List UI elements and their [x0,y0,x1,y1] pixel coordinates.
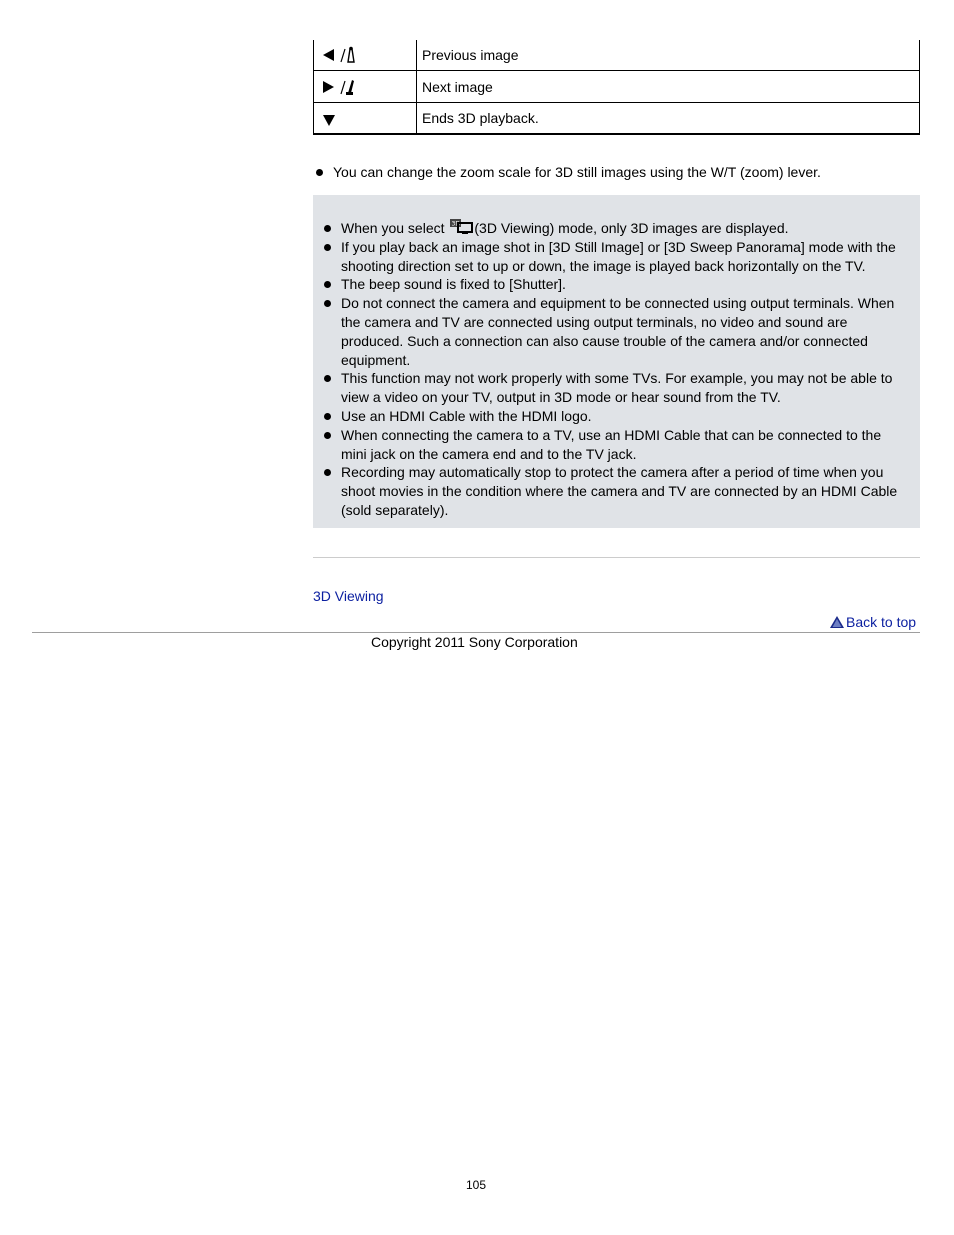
list-item [325,275,908,294]
bullet-icon [324,375,331,382]
operation-description: Ends 3D playback. [417,103,920,135]
caution-text: When you select [341,220,449,236]
caution-text: (3D Viewing) mode, only 3D images are displayed. [474,220,789,236]
bullet-icon [324,244,331,251]
copyright-text: Copyright 2011 Sony Corporation [371,634,578,650]
table-row [314,103,920,135]
footer-rule [32,632,920,633]
operation-icon-cell [314,103,417,135]
right-arrow-icon [323,81,334,93]
list-item [325,219,908,238]
playback-operations-table [313,40,920,135]
list-item [325,238,908,276]
back-to-top-link[interactable] [830,614,916,630]
bullet-icon [324,469,331,476]
caution-text: If you play back an image shot in [3D Still Image] or [3D Sweep Panorama] mode with the shooting direction set to up or down, the image is played back horizontally on the TV. [341,238,896,274]
zoom-note [313,163,920,181]
caution-box [313,195,920,528]
caution-text: Use an HDMI Cable with the HDMI logo. [341,407,592,424]
list-item [325,426,908,464]
caution-list [325,219,908,520]
section-divider [313,557,920,558]
3d-viewing-icon [450,219,474,235]
caution-text: Recording may automatically stop to protect the camera after a period of time when you shoot movies in the condition where the camera and TV are connected by an HDMI Cable (sold separately). [341,464,898,518]
list-item [325,369,908,407]
note-text: You can change the zoom scale for 3D still images using the W/T (zoom) lever. [333,164,821,180]
list-item [325,294,908,369]
operation-icon-cell [314,40,417,71]
zoom-lever-t-icon [340,78,356,96]
caution-text: This function may not work properly with some TVs. For example, you may not be able to view a video on your TV, output in 3D mode or hear sound from the TV. [341,370,893,406]
caution-text: The beep sound is fixed to [Shutter]. [341,276,566,293]
operation-icon-cell [314,71,417,103]
up-triangle-icon [830,616,844,628]
bullet-icon [324,432,331,439]
bullet-icon [324,225,331,232]
table-row [314,71,920,103]
bullet-icon [324,300,331,307]
page-number: 105 [466,1178,487,1192]
caution-text: When connecting the camera to a TV, use an HDMI Cable that can be connected to the mini jack on the camera end and to the TV jack. [341,426,882,462]
bullet-icon [316,169,323,176]
main-content [313,40,920,604]
back-to-top-label: Back to top [846,614,917,630]
operation-description: Next image [417,71,920,103]
bullet-icon [324,413,331,420]
left-arrow-icon [323,49,334,61]
bullet-icon [324,281,331,288]
caution-text: Do not connect the camera and equipment to be connected using output terminals. When the camera and TV are connected using output terminals, no video and sound are produced. Such a connection can also cause trouble of the camera and/or connected equipment. [341,295,895,368]
down-arrow-icon [323,115,335,126]
svg-text:3D: 3D [451,220,461,228]
zoom-lever-w-icon [340,46,356,64]
list-item [325,407,908,426]
list-item [325,463,908,519]
related-topic-link[interactable]: 3D Viewing [313,587,384,604]
operation-description: Previous image [417,40,920,71]
table-row [314,40,920,71]
